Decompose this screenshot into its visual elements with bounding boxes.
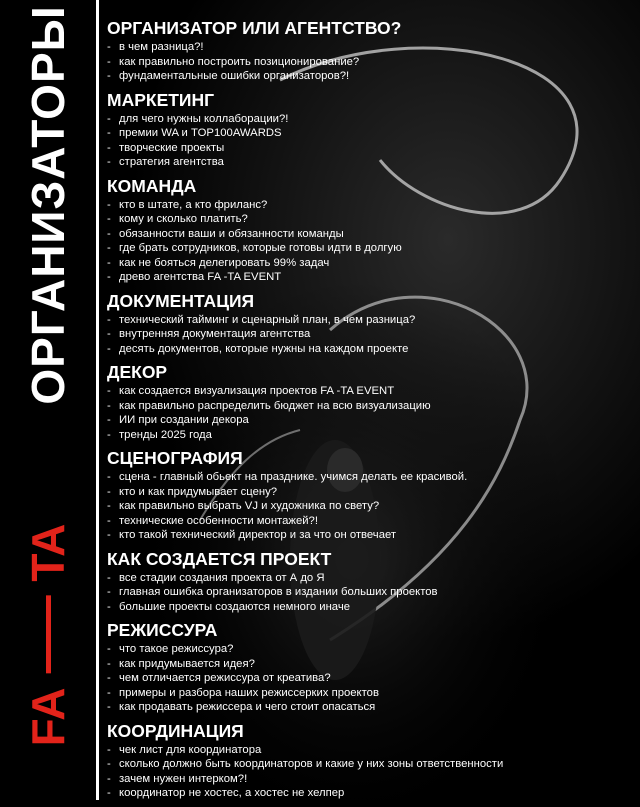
bullet-dash: - [107,428,111,441]
list-item-text: стратегия агентства [119,156,224,168]
bullet-dash: - [107,514,111,527]
list-item [107,399,632,414]
list-item-text: тренды 2025 года [119,428,212,441]
list-item [107,686,632,701]
list-item [107,470,632,485]
list-item [107,227,632,242]
list-item-text: где брать сотрудников, которые готовы идти в долгую [119,242,402,254]
list-item [107,428,632,443]
section-heading: МАРКЕТИНГ [107,89,215,110]
section [107,18,632,84]
bullet-dash: - [107,70,111,82]
list-item [107,155,632,170]
list-item [107,212,632,227]
list-item-text: как придумывается идея? [119,657,255,670]
bullet-dash: - [107,657,111,670]
list-item [107,514,632,529]
section-list [107,642,632,715]
section-list [107,313,632,357]
list-item [107,786,632,801]
bullet-dash: - [107,600,111,613]
bullet-dash: - [107,112,111,125]
list-item-text: зачем нужен интерком?! [119,772,248,785]
section-list [107,470,632,543]
bullet-dash: - [107,672,111,684]
side-title: ОРГАНИЗАТОРЫ [22,5,74,405]
list-item [107,485,632,500]
list-item-text: как правильно построить позиционирование? [119,55,360,68]
bullet-dash: - [107,586,111,598]
list-item [107,671,632,686]
list-item [107,327,632,342]
list-item-text: древо агентства FA -TA EVENT [119,271,282,283]
list-item-text: как правильно выбрать VJ и художника по свету? [119,500,380,512]
list-item [107,585,632,600]
section-list [107,40,632,84]
brand-dash [46,596,51,674]
bullet-dash: - [107,743,111,756]
bullet-dash: - [107,399,111,412]
list-item-text: для чего нужны коллаборации?! [119,112,289,125]
list-item-text: чем отличается режиссура от креатива? [119,672,331,684]
section [107,620,632,715]
section [107,176,632,285]
section [107,448,632,543]
bullet-dash: - [107,55,111,68]
list-item [107,700,632,715]
bullet-dash: - [107,271,111,283]
section-heading: КАК СОЗДАЕТСЯ ПРОЕКТ [107,548,332,569]
list-item [107,384,632,399]
section-list [107,571,632,615]
list-item [107,499,632,514]
section-heading: ОРГАНИЗАТОР ИЛИ АГЕНТСТВО? [107,18,402,38]
section-heading: ДЕКОР [107,362,168,382]
section [107,90,632,170]
list-item [107,270,632,285]
list-item-text: кто в штате, а кто фриланс? [119,198,268,211]
bullet-dash: - [107,385,111,397]
bullet-dash: - [107,256,111,269]
bullet-dash: - [107,328,111,340]
section-list [107,198,632,285]
list-item-text: технический тайминг и сценарный план, в чем разница? [119,313,416,326]
bullet-dash: - [107,242,111,254]
bullet-dash: - [107,156,111,168]
list-item [107,256,632,271]
section [107,721,632,801]
bullet-dash: - [107,529,111,541]
bullet-dash: - [107,500,111,512]
section-list [107,384,632,442]
bullet-dash: - [107,787,111,799]
list-item [107,198,632,213]
section [107,362,632,442]
list-item-text: все стадии создания проекта от А до Я [119,571,325,584]
section-heading: ДОКУМЕНТАЦИЯ [107,290,255,311]
section-heading: КОМАНДА [107,175,197,196]
list-item-text: кто такой технический директор и за что он отвечает [119,529,397,541]
program-list [107,18,632,807]
list-item [107,571,632,586]
list-item-text: как создается визуализация проектов FA -TA EVENT [119,385,395,397]
bullet-dash: - [107,227,111,240]
list-item-text: фундаментальные ошибки организаторов?! [119,70,350,82]
section [107,549,632,615]
list-item [107,342,632,357]
brand-right: TA [22,523,74,582]
list-item [107,657,632,672]
list-item-text: координатор не хостес, а хостес не хелпер [119,787,345,799]
brand-logo [21,524,75,747]
brand-left: FA [22,687,74,747]
section-heading: КООРДИНАЦИЯ [107,720,244,741]
bullet-dash: - [107,213,111,225]
bullet-dash: - [107,313,111,326]
bullet-dash: - [107,198,111,211]
list-item [107,743,632,758]
bullet-dash: - [107,342,111,355]
bullet-dash: - [107,141,111,154]
bullet-dash: - [107,471,111,483]
list-item [107,141,632,156]
bullet-dash: - [107,758,111,770]
section-list [107,743,632,801]
list-item [107,126,632,141]
list-item [107,528,632,543]
bullet-dash: - [107,701,111,713]
bullet-dash: - [107,571,111,584]
list-item-text: главная ошибка организаторов в издании больших проектов [119,586,438,598]
bullet-dash: - [107,414,111,426]
list-item-text: большие проекты создаются немного иначе [119,600,351,613]
list-item [107,757,632,772]
list-item-text: творческие проекты [119,141,225,154]
section-heading: РЕЖИССУРА [107,620,218,640]
section-heading: СЦЕНОГРАФИЯ [107,448,243,468]
list-item [107,642,632,657]
list-item-text: десять документов, которые нужны на каждом проекте [119,342,409,355]
list-item-text: ИИ при создании декора [119,414,249,426]
list-item-text: примеры и разбора наших режиссерких проектов [119,686,379,699]
list-item-text: сцена - главный обьект на празднике. учимся делать ее красивой. [119,471,468,483]
list-item-text: кто и как придумывает сцену? [119,485,278,498]
bullet-dash: - [107,686,111,699]
list-item [107,69,632,84]
list-item [107,40,632,55]
section [107,291,632,357]
list-item-text: премии WA и TOP100AWARDS [119,127,282,139]
section-list [107,112,632,170]
bullet-dash: - [107,485,111,498]
list-item [107,55,632,70]
list-item [107,112,632,127]
list-item-text: как правильно распределить бюджет на всю визуализацию [119,399,431,412]
list-item [107,600,632,615]
list-item-text: как продавать режиссера и чего стоит опасаться [119,701,376,713]
bullet-dash: - [107,127,111,139]
list-item-text: обязанности ваши и обязанности команды [119,227,344,240]
list-item-text: технические особенности монтажей?! [119,514,318,527]
list-item [107,241,632,256]
list-item-text: внутренняя документация агентства [119,328,311,340]
vertical-divider [96,0,99,800]
bullet-dash: - [107,41,111,53]
list-item [107,413,632,428]
list-item-text: сколько должно быть координаторов и какие у них зоны ответственности [119,758,504,770]
list-item-text: кому и сколько платить? [119,213,248,225]
list-item-text: что такое режиссура? [119,643,234,655]
bullet-dash: - [107,643,111,655]
bullet-dash: - [107,772,111,785]
list-item-text: как не бояться делегировать 99% задач [119,256,330,269]
list-item [107,772,632,787]
list-item-text: чек лист для координатора [119,743,262,756]
list-item [107,313,632,328]
list-item-text: в чем разница?! [119,41,204,53]
